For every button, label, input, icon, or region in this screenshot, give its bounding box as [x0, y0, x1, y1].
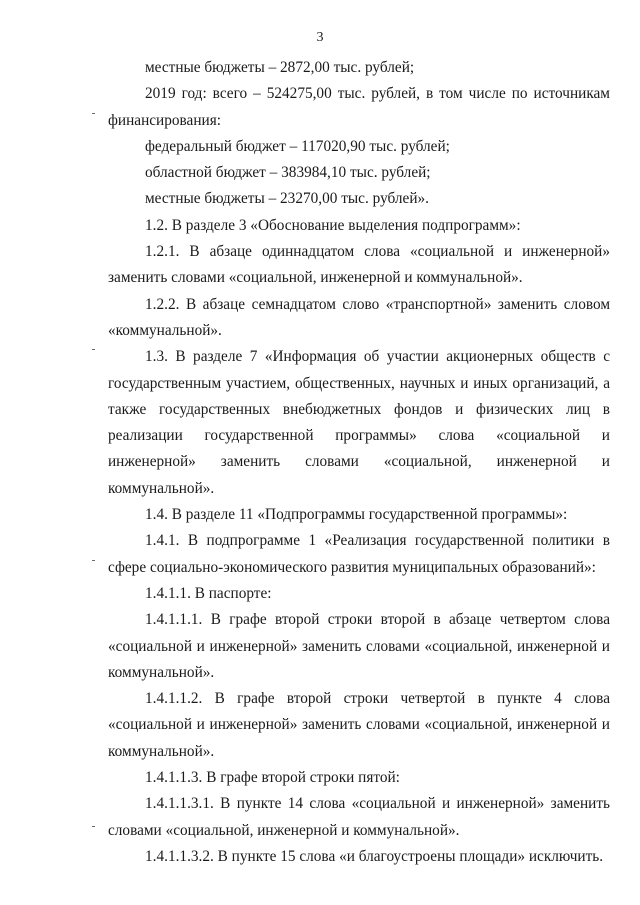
paragraph-local-budgets-2019: местные бюджеты – 23270,00 тыс. рублей».: [145, 190, 430, 208]
paragraph-section-1-4-1-1-3-2: 1.4.1.1.3.2. В пункте 15 слова «и благоустроены площади» исключить.: [145, 847, 604, 865]
paragraph-regional-budget: областной бюджет – 383984,10 тыс. рублей;: [145, 164, 431, 182]
paragraph-2019-total: 2019 год: всего – 524275,00 тыс. рублей, в том числе по источникам финансирования:: [108, 85, 610, 129]
page-number: 3: [316, 30, 324, 45]
paragraph-section-1-4-1-1: 1.4.1.1. В паспорте:: [145, 584, 272, 602]
document-body: [108, 55, 610, 870]
paragraph-federal-budget: федеральный бюджет – 117020,90 тыс. рублей;: [145, 137, 450, 155]
margin-mark: [92, 560, 95, 561]
paragraph-section-1-2-2: 1.2.2. В абзаце семнадцатом слово «транспортной» заменить словом «коммунальной».: [108, 295, 610, 339]
paragraph-section-1-4-1: 1.4.1. В подпрограмме 1 «Реализация государственной политики в сфере социально-экономического развития муниципальных образований»:: [108, 532, 610, 576]
paragraph-section-1-4-1-1-3-1: 1.4.1.1.3.1. В пункте 14 слова «социальной и инженерной» заменить словами «социальной, инженерной и коммунальной».: [108, 795, 610, 839]
paragraph-section-1-4: 1.4. В разделе 11 «Подпрограммы государственной программы»:: [145, 506, 568, 524]
margin-mark: [92, 826, 95, 827]
paragraph-section-1-4-1-1-1: 1.4.1.1.1. В графе второй строки второй в абзаце четвертом слова «социальной и инженерной» заменить словами «социальной, инженерной и коммунальной».: [108, 611, 610, 681]
paragraph-local-budgets-2018: местные бюджеты – 2872,00 тыс. рублей;: [145, 59, 415, 76]
paragraph-section-1-2: 1.2. В разделе 3 «Обоснование выделения подпрограмм»:: [145, 216, 521, 234]
paragraph-section-1-4-1-1-3: 1.4.1.1.3. В графе второй строки пятой:: [145, 769, 400, 787]
paragraph-section-1-3: 1.3. В разделе 7 «Информация об участии акционерных обществ с государственным участием, общественных, научных и иных организаций, а также государственных внебюджетных фондов и физических лиц в реализации государственной программы» слова «социальной и инженерной» заменить словами «социальной, инженерной и коммунальной».: [108, 348, 610, 497]
paragraph-section-1-4-1-1-2: 1.4.1.1.2. В графе второй строки четвертой в пункте 4 слова «социальной и инженерной» заменить словами «социальной, инженерной и коммунальной».: [108, 690, 610, 760]
margin-mark: [92, 113, 95, 114]
margin-mark: [92, 349, 95, 350]
paragraph-section-1-2-1: 1.2.1. В абзаце одиннадцатом слова «социальной и инженерной» заменить словами «социальной, инженерной и коммунальной».: [108, 243, 610, 287]
